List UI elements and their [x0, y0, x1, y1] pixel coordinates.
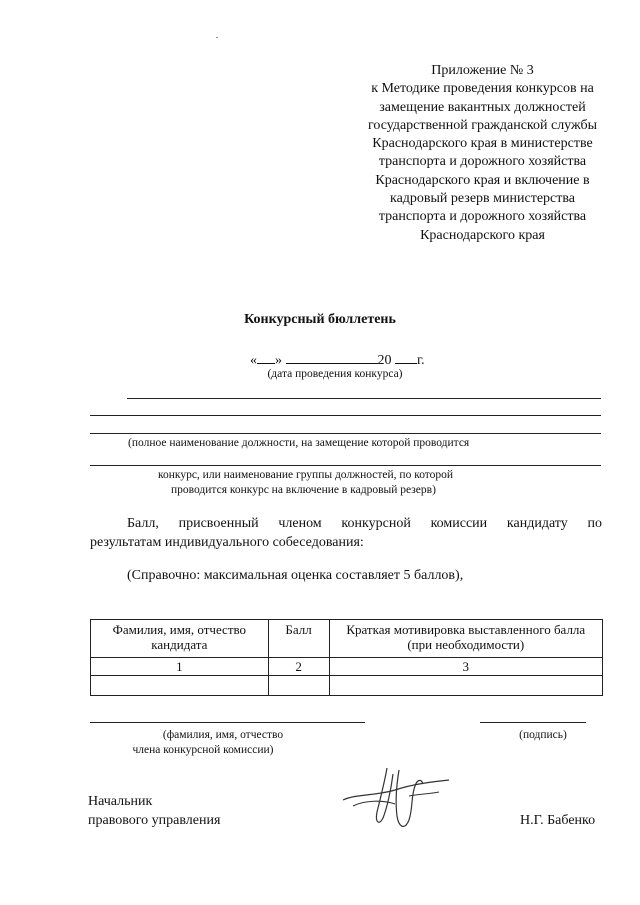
word: кандидату: [506, 516, 568, 531]
month-blank: [286, 351, 378, 364]
column-number: 1: [91, 658, 269, 676]
score-paragraph: [90, 514, 602, 552]
appendix-line: Приложение № 3: [431, 63, 534, 78]
column-number: 2: [268, 658, 329, 676]
table-cell[interactable]: [91, 676, 269, 696]
member-name-line: [90, 722, 365, 723]
member-caption-line-2: члена конкурсной комиссии): [132, 744, 274, 756]
word: по: [587, 516, 602, 531]
signer-position-line-2: правового управления: [88, 813, 221, 828]
word: Балл,: [127, 516, 159, 531]
header-candidate-name: Фамилия, имя, отчество кандидата: [91, 620, 269, 658]
date-close-quote: »: [275, 353, 282, 368]
year-prefix: 20: [377, 353, 392, 368]
score-paragraph-line-2: результатам индивидуального собеседования:: [90, 535, 364, 550]
appendix-line: кадровый резерв министерства: [389, 191, 576, 207]
year-blank: [395, 351, 417, 364]
appendix-line: замещение вакантных должностей: [379, 99, 586, 115]
signature-line: [480, 722, 586, 723]
header-motivation: Краткая мотивировка выставленного балла (при необходимости): [329, 620, 602, 658]
word: конкурсной: [341, 516, 411, 531]
scan-speck: [216, 37, 218, 38]
position-line-1: [127, 398, 601, 399]
appendix-line: транспорта и дорожного хозяйства: [378, 209, 587, 225]
position-line-3: [90, 433, 601, 434]
appendix-line: к Методике проведения конкурсов на: [371, 81, 594, 97]
column-number: 3: [329, 658, 602, 676]
signer-position: [88, 792, 220, 830]
table-header-row: [91, 620, 603, 658]
day-blank: [257, 351, 275, 364]
appendix-line: транспорта и дорожного хозяйства: [378, 154, 587, 170]
date-open-quote: «: [250, 353, 257, 368]
table-number-row: [91, 658, 603, 676]
member-caption-line-1: (фамилия, имя, отчество: [162, 729, 284, 741]
position-caption-line-3: проводится конкурс на включение в кадровый резерв): [171, 484, 436, 496]
appendix-line: Краснодарского края и включение в: [375, 172, 590, 188]
appendix-line: государственной гражданской службы: [367, 117, 598, 133]
table-cell[interactable]: [268, 676, 329, 696]
word: членом: [278, 516, 322, 531]
document-title: Конкурсный бюллетень: [244, 312, 396, 327]
reference-note: (Справочно: максимальная оценка составляет 5 баллов),: [127, 568, 464, 583]
appendix-line: Краснодарского края: [420, 227, 545, 243]
header-score: Балл: [268, 620, 329, 658]
score-paragraph-line-1: [90, 514, 602, 533]
date-field: [250, 351, 425, 369]
signer-position-line-1: Начальник: [88, 794, 153, 809]
position-caption-line-1: (полное наименование должности, на замещение которой проводится: [128, 437, 470, 449]
appendix-line: Краснодарского края в министерстве: [372, 136, 593, 152]
signature-caption: (подпись): [519, 729, 567, 741]
signer-name: Н.Г. Бабенко: [520, 813, 596, 828]
year-suffix: г.: [417, 353, 425, 368]
table-cell[interactable]: [329, 676, 602, 696]
word: присвоенный: [178, 516, 259, 531]
handwritten-signature: [335, 760, 455, 840]
position-line-4: [90, 465, 601, 466]
word: комиссии: [430, 516, 488, 531]
score-table: [90, 619, 603, 696]
position-caption-line-2: конкурс, или наименование группы должностей, по которой: [158, 469, 454, 481]
date-caption: (дата проведения конкурса): [267, 368, 403, 380]
table-row: [91, 676, 603, 696]
position-line-2: [90, 415, 601, 416]
appendix-header: [350, 62, 615, 245]
